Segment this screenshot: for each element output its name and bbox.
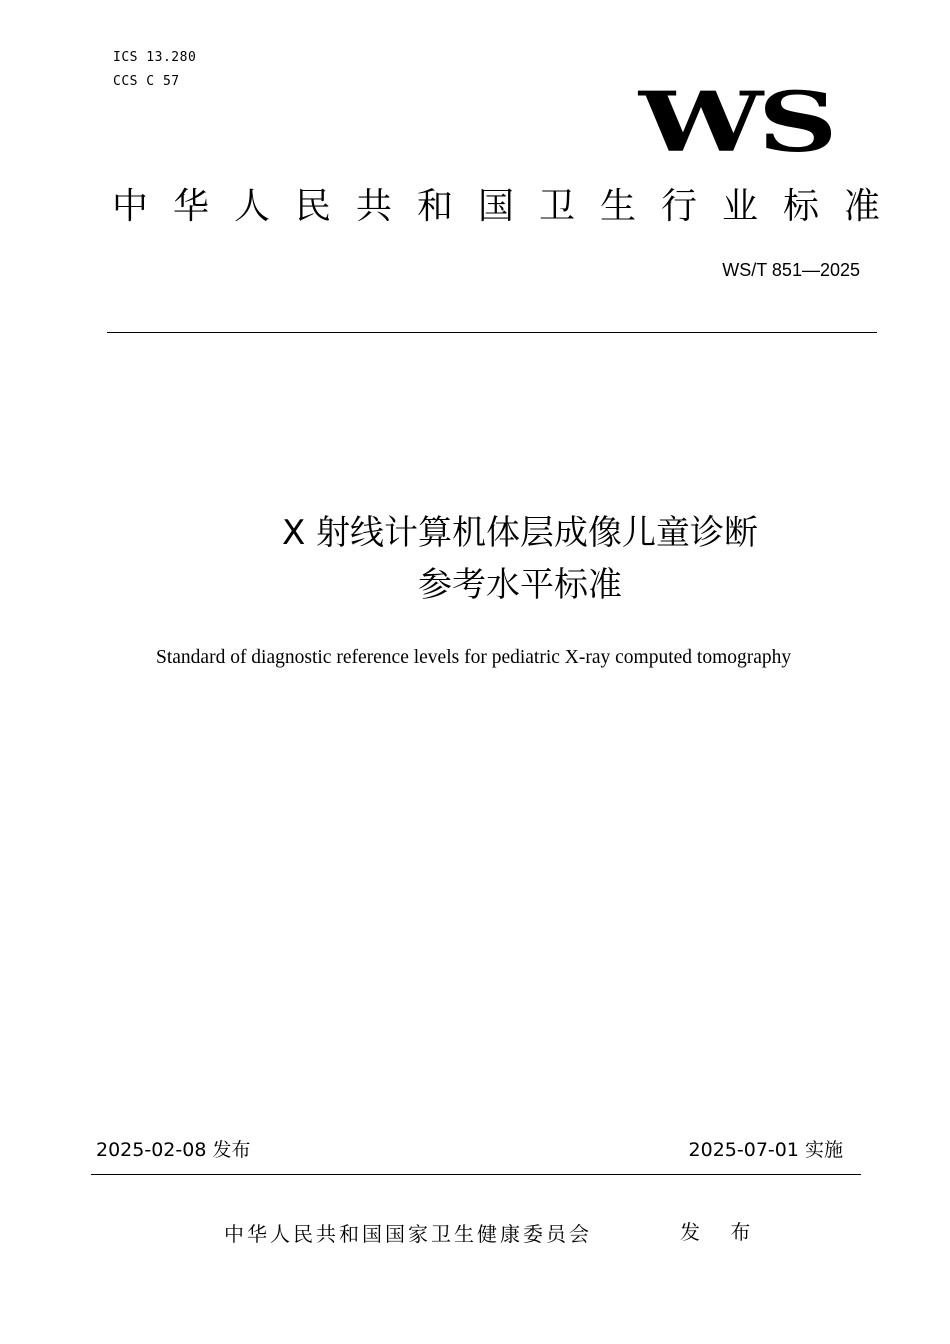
chinese-title-line-2: 参考水平标准: [418, 565, 622, 605]
standard-type-title: 中华人民共和国卫生行业标准: [112, 186, 906, 227]
footer-divider: [91, 1174, 861, 1175]
implementation-date: 2025-07-01 实施: [688, 1139, 843, 1161]
chinese-title-line-1: X 射线计算机体层成像儿童诊断: [281, 513, 759, 553]
ics-code: ICS 13.280: [113, 50, 197, 65]
issue-label: 发 布: [680, 1220, 763, 1244]
issuing-authority: 中华人民共和国国家卫生健康委员会: [224, 1222, 592, 1246]
publish-date: 2025-02-08 发布: [96, 1139, 251, 1161]
english-title: Standard of diagnostic reference levels for pediatric X-ray computed tomography: [156, 647, 792, 668]
ws-logo: WS: [638, 75, 832, 171]
ccs-code: CCS C 57: [113, 74, 180, 89]
header-divider: [107, 332, 877, 333]
standard-number: WS/T 851—2025: [722, 260, 860, 280]
